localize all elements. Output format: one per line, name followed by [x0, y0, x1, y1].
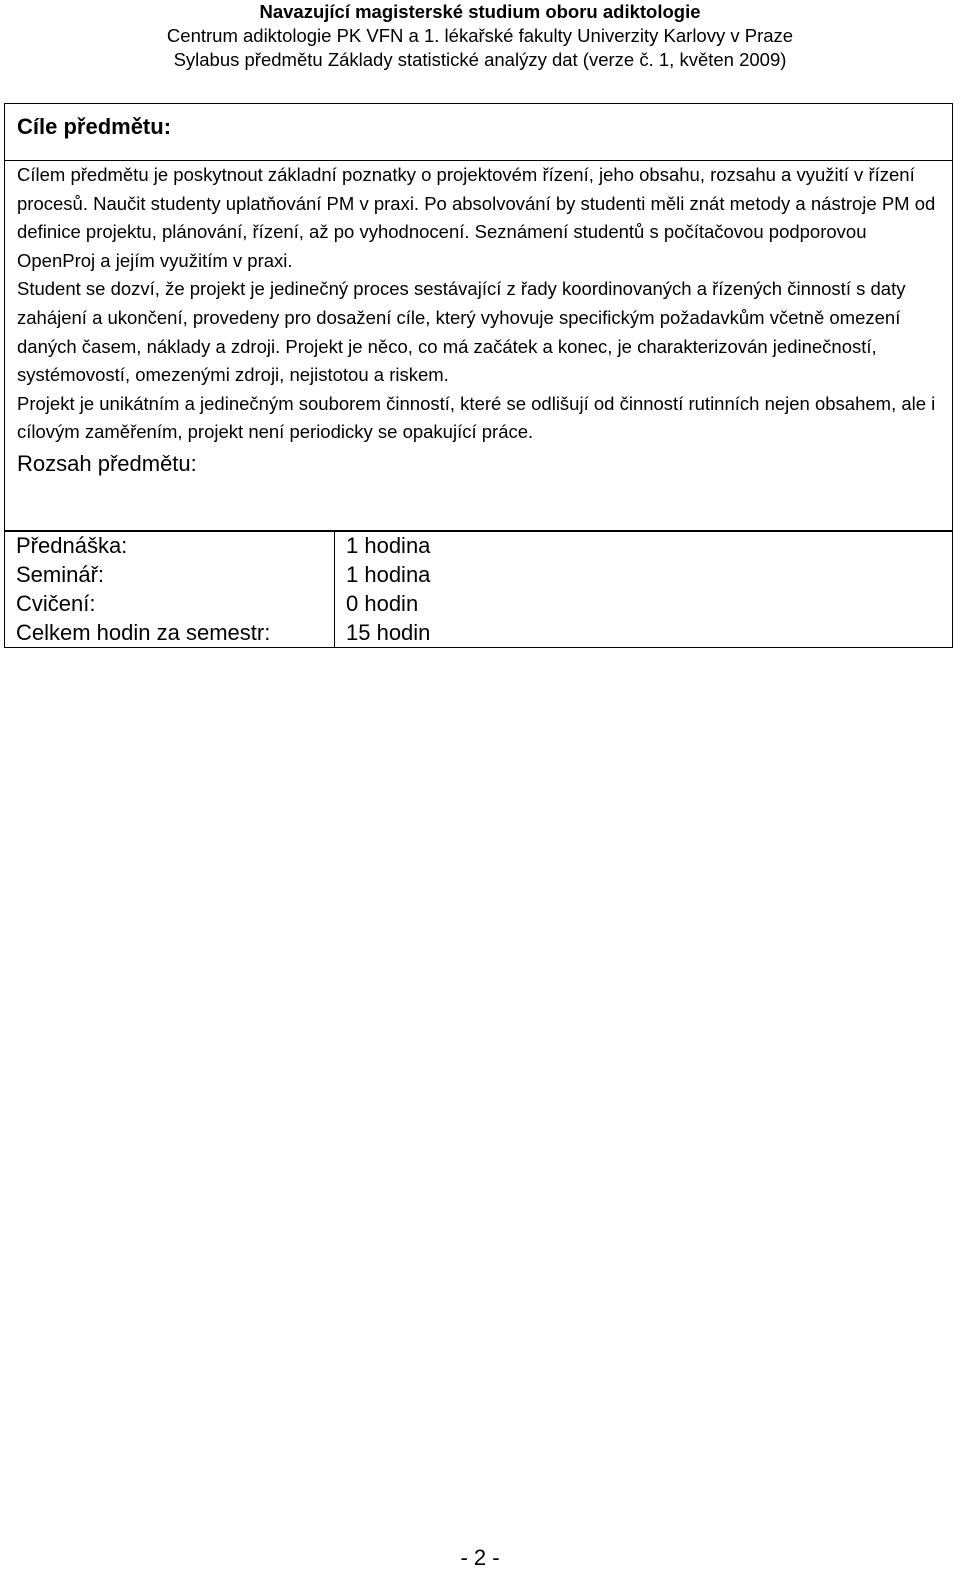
section-body-text: [17, 161, 947, 481]
label-total-hours: Celkem hodin za semestr:: [16, 620, 271, 645]
label-lecture: Přednáška:: [16, 533, 128, 558]
document-header: [0, 0, 960, 72]
section-title: Cíle předmětu:: [17, 114, 172, 139]
value-seminar: 1 hodina: [346, 562, 431, 587]
table-row: [5, 531, 953, 648]
hours-values-cell: [335, 531, 953, 648]
section-title-box: [4, 103, 953, 161]
header-program-title: Navazující magisterské studium oboru adiktologie: [259, 1, 701, 22]
header-syllabus-title: Sylabus předmětu Základy statistické analýzy dat (verze č. 1, květen 2009): [173, 49, 787, 70]
label-exercise: Cvičení:: [16, 591, 96, 616]
objective-paragraph-3: Projekt je unikátním a jedinečným souborem činností, které se odlišují od činností rutinních nejen obsahem, ale i cílovým zaměřením, projekt není periodicky se opakující práce.: [17, 392, 936, 443]
label-seminar: Seminář:: [16, 562, 105, 587]
objective-paragraph-2: Student se dozví, že projekt je jedinečný proces sestávající z řady koordinovaných a řízených činností s daty zahájení a ukončení, provedeny pro dosažení cíle, který vyhovuje specifickým požadavkům včetně omezení daných časem, náklady a zdroji. Projekt je něco, co má začátek a konec, je charakterizován jedinečností, systémovostí, omezenými zdroji, nejistotou a riskem.: [17, 278, 906, 386]
objective-paragraph-1: Cílem předmětu je poskytnout základní poznatky o projektovém řízení, jeho obsahu, rozsahu a využití v řízení procesů. Naučit studenty uplatňování PM v praxi. Po absolvování by studenti měli znát metody a nástroje PM od definice projektu, plánování, řízení, až po vyhodnocení. Seznámení studentů s počítačovou podporovou OpenProj a jejím využitím v praxi.: [17, 164, 936, 271]
value-lecture: 1 hodina: [346, 533, 431, 558]
hours-table: [4, 530, 953, 648]
scope-heading: Rozsah předmětu:: [17, 450, 197, 476]
value-total-hours: 15 hodin: [346, 620, 431, 645]
section-body-box: [4, 159, 953, 532]
page-number: - 2 -: [460, 1545, 500, 1570]
hours-labels-cell: [5, 531, 335, 648]
value-exercise: 0 hodin: [346, 591, 419, 616]
header-institution: Centrum adiktologie PK VFN a 1. lékařské fakulty Univerzity Karlovy v Praze: [166, 25, 794, 46]
